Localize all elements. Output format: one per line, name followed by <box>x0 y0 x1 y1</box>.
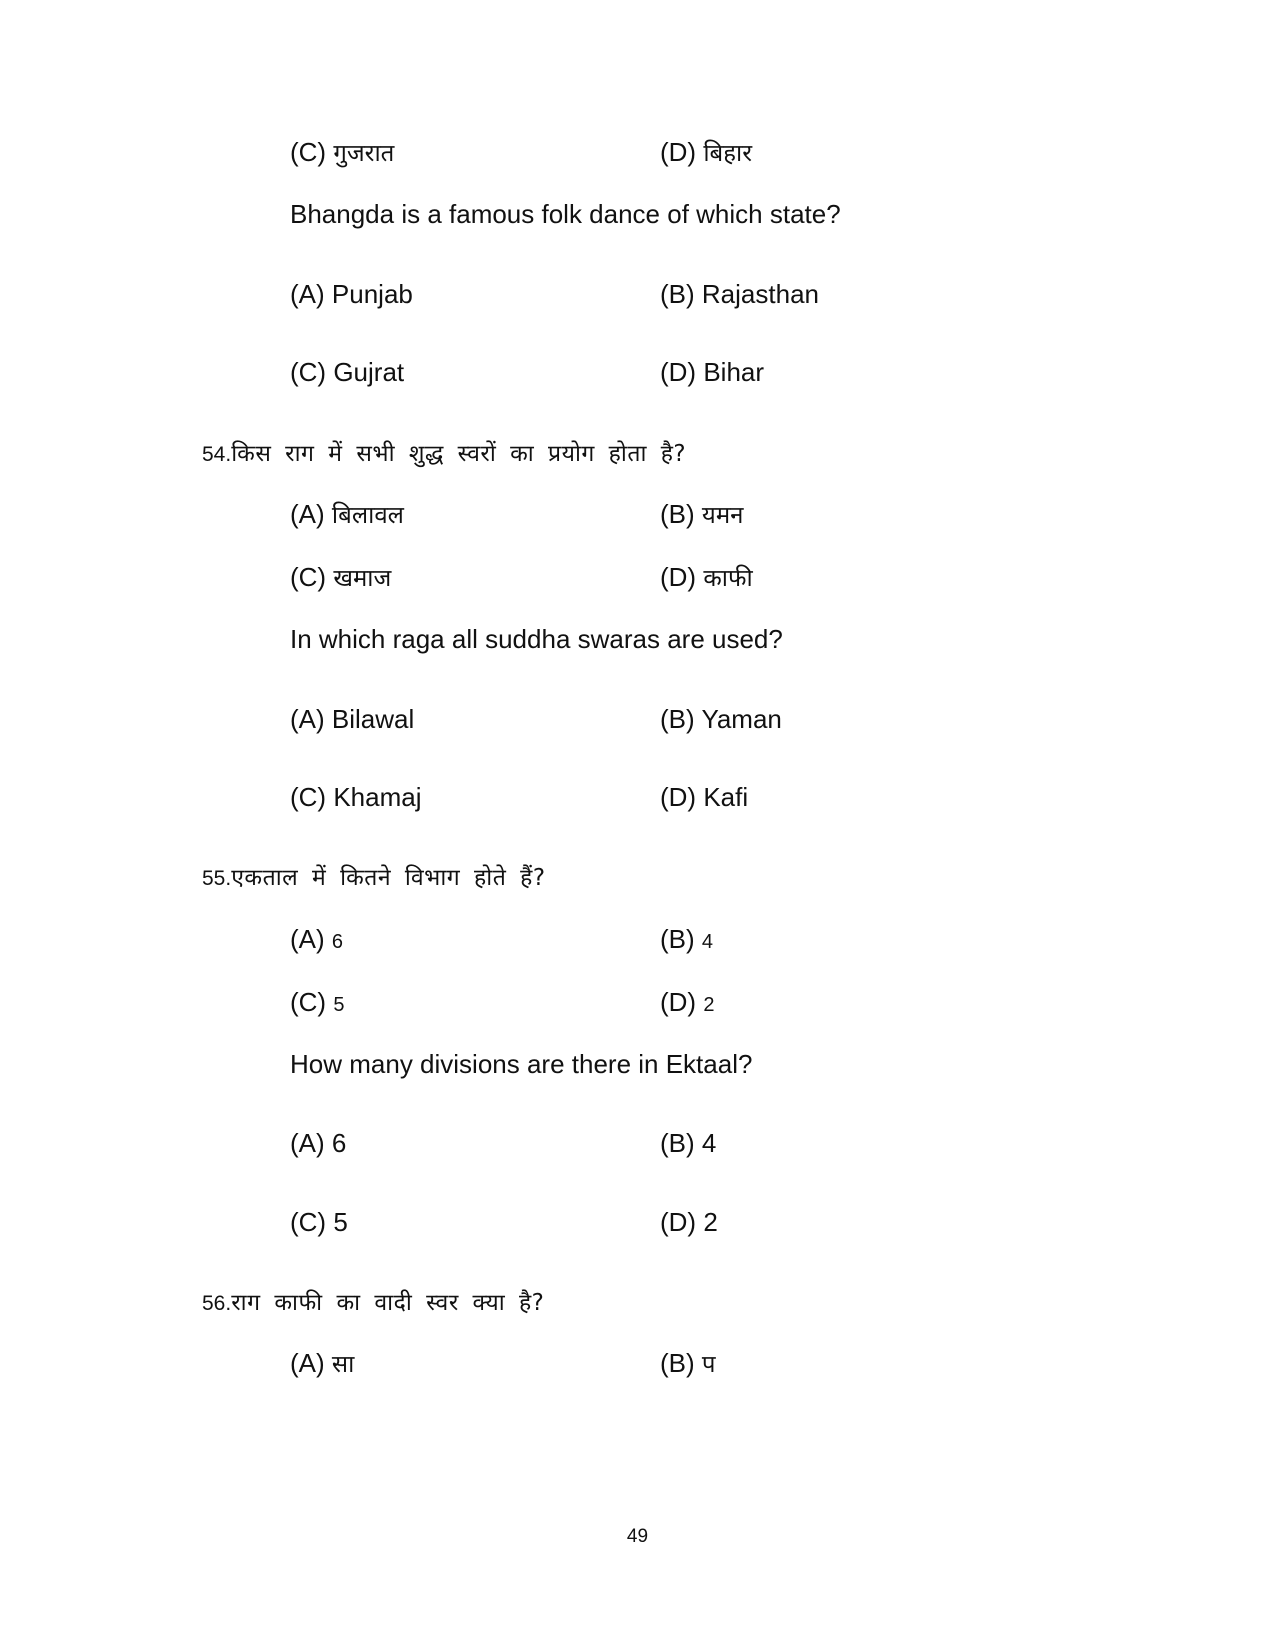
option-a-hi: (A) सा <box>290 1348 355 1378</box>
question-54-hi: 54.किस राग में सभी शुद्ध स्वरों का प्रयोग होता है? <box>202 441 687 467</box>
option-a-en: (A) Bilawal <box>290 704 415 734</box>
option-d-hi: (D) 2 <box>660 987 715 1017</box>
option-b-en: (B) Yaman <box>660 704 782 734</box>
option-c-hi: (C) 5 <box>290 987 345 1017</box>
question-number: 56. <box>202 1292 232 1315</box>
option-c-hi: (C) खमाज <box>290 562 392 592</box>
page-number: 49 <box>626 1526 649 1547</box>
option-c-en: (C) Gujrat <box>290 357 405 387</box>
question-56-hi: 56.राग काफी का वादी स्वर क्या है? <box>202 1290 545 1316</box>
option-d-hi: (D) बिहार <box>660 137 753 167</box>
option-a-en: (A) 6 <box>290 1128 347 1158</box>
question-text-en: How many divisions are there in Ektaal? <box>290 1049 753 1079</box>
question-number: 54. <box>202 443 232 466</box>
question-number: 55. <box>202 867 232 890</box>
option-a-hi: (A) बिलावल <box>290 499 404 529</box>
option-c-hi: (C) गुजरात <box>290 137 395 167</box>
question-text-en: Bhangda is a famous folk dance of which state? <box>290 199 841 229</box>
option-c-en: (C) 5 <box>290 1207 348 1237</box>
option-a-en: (A) Punjab <box>290 279 413 309</box>
option-b-hi: (B) 4 <box>660 924 714 954</box>
option-b-en: (B) Rajasthan <box>660 279 819 309</box>
option-b-en: (B) 4 <box>660 1128 717 1158</box>
option-a-hi: (A) 6 <box>290 924 344 954</box>
option-d-en: (D) 2 <box>660 1207 718 1237</box>
option-d-en: (D) Kafi <box>660 782 749 812</box>
option-d-en: (D) Bihar <box>660 357 765 387</box>
question-55-hi: 55.एकताल में कितने विभाग होते हैं? <box>202 865 546 891</box>
option-c-en: (C) Khamaj <box>290 782 422 812</box>
option-b-hi: (B) यमन <box>660 499 744 529</box>
option-b-hi: (B) प <box>660 1348 716 1378</box>
question-text-en: In which raga all suddha swaras are used? <box>290 624 783 654</box>
option-d-hi: (D) काफी <box>660 562 753 592</box>
